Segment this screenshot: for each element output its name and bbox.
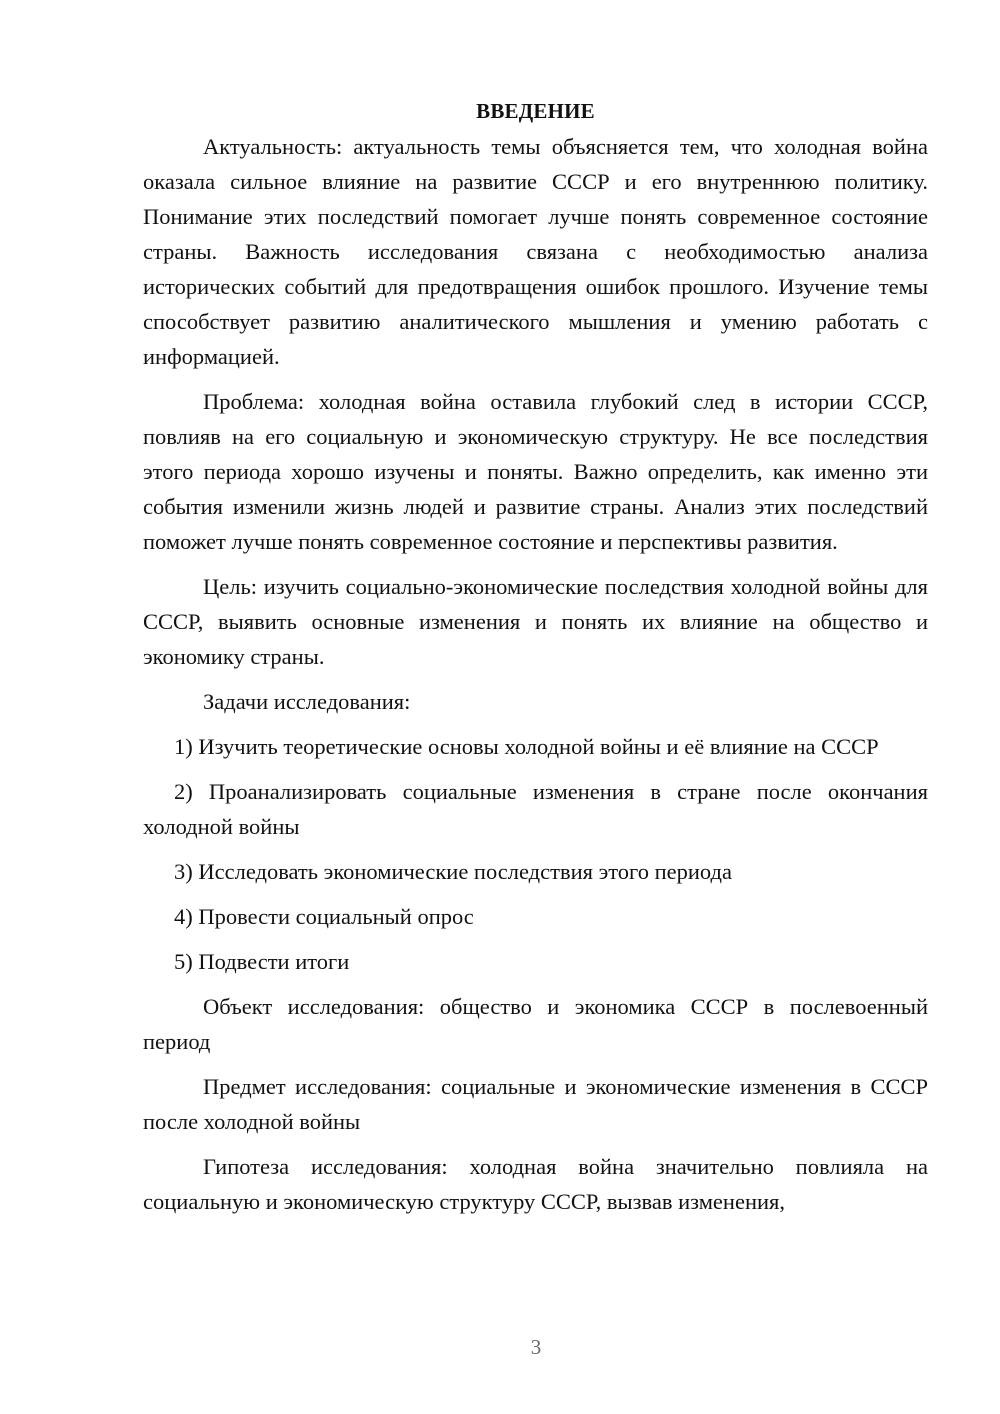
section-heading: ВВЕДЕНИЕ [476, 99, 595, 123]
task-item: 4) Провести социальный опрос [174, 904, 474, 929]
task-item: 3) Исследовать экономические последствия этого периода [174, 859, 732, 884]
object-paragraph: Объект исследования: общество и экономика СССР в послевоенный период [143, 994, 928, 1054]
task-item: 2) Проанализировать социальные изменения в стране после окончания холодной войны [143, 779, 928, 839]
tasks-title: Задачи исследования: [203, 689, 411, 714]
relevance-paragraph: Актуальность: актуальность темы объясняется тем, что холодная война оказала сильное влияние на развитие СССР и его внутреннюю политику. Понимание этих последствий помогает лучше понять современное состояние страны. Важность исследования связана с необходимостью анализа исторических событий для предотвращения ошибок прошлого. Изучение темы способствует развитию аналитического мышления и умению работать с информацией. [143, 134, 928, 369]
task-item: 1) Изучить теоретические основы холодной войны и её влияние на СССР [174, 734, 879, 759]
page-content [143, 94, 928, 1219]
problem-paragraph: Проблема: холодная война оставила глубокий след в истории СССР, повлияв на его социальную и экономическую структуру. Не все последствия этого периода хорошо изучены и поняты. Важно определить, как именно эти события изменили жизнь людей и развитие страны. Анализ этих последствий поможет лучше понять современное состояние и перспективы развития. [143, 389, 928, 554]
goal-paragraph: Цель: изучить социально-экономические последствия холодной войны для СССР, выявить основные изменения и понять их влияние на общество и экономику страны. [143, 574, 928, 669]
subject-paragraph: Предмет исследования: социальные и экономические изменения в СССР после холодной войны [143, 1074, 928, 1134]
task-item: 5) Подвести итоги [174, 949, 350, 974]
hypothesis-paragraph: Гипотеза исследования: холодная война значительно повлияла на социальную и экономическую структуру СССР, вызвав изменения, [143, 1154, 928, 1214]
page-number: 3 [530, 1335, 542, 1359]
